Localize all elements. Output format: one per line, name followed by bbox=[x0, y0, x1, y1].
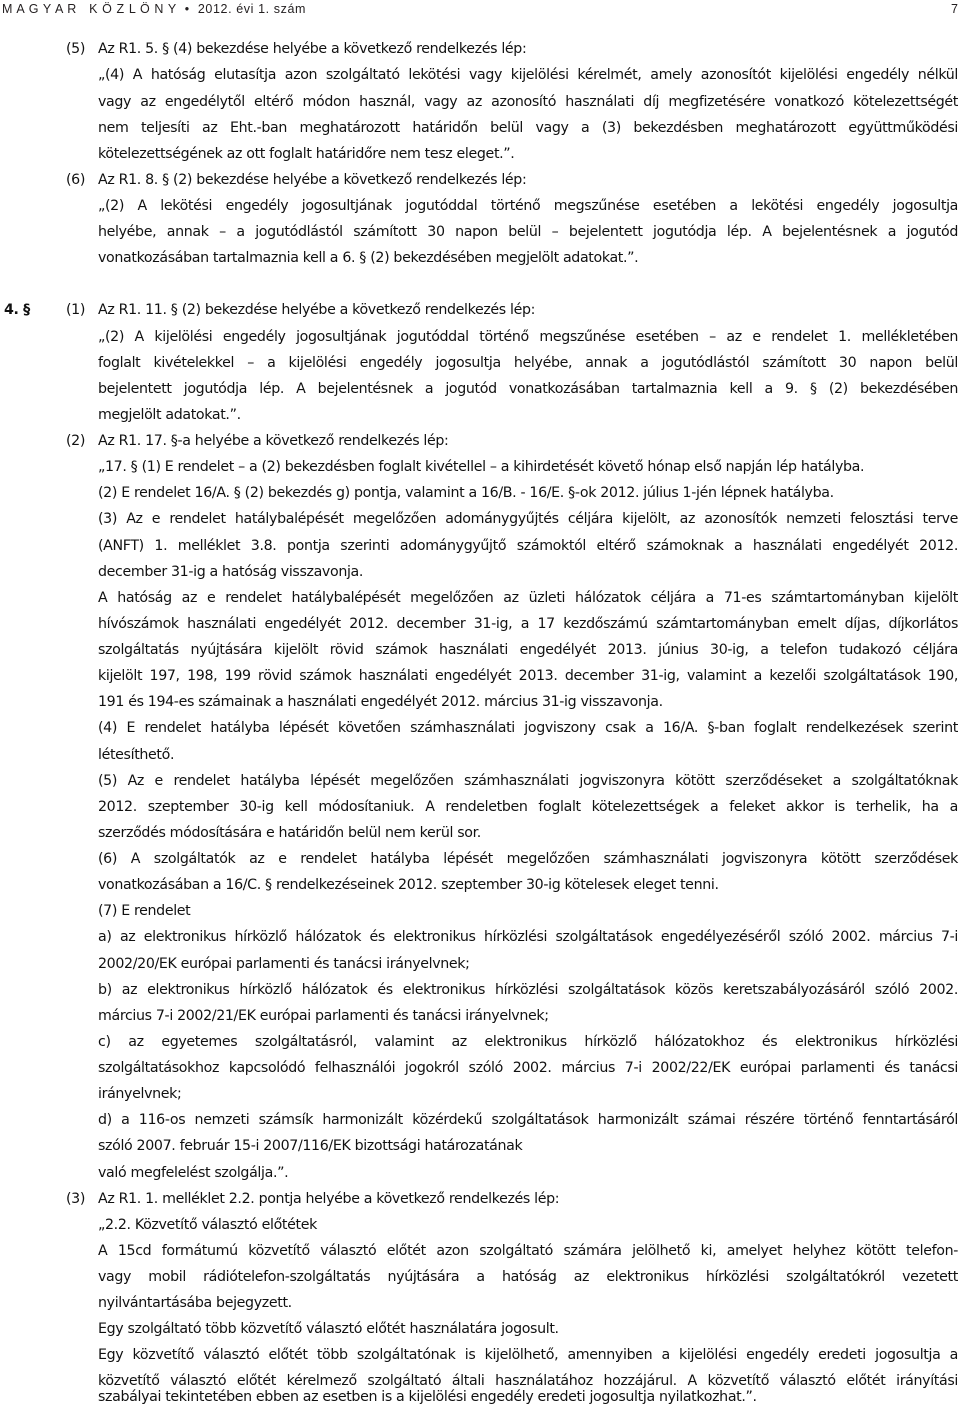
text-line: a) az elektronikus hírközlő hálózatok és elektronikus hírközlési szolgáltatások engedélyezéséről szóló 2002. március 7-i bbox=[98, 929, 958, 945]
text-line: A hatóság az e rendelet hatálybalépését megelőzően az üzleti hálózatok céljára a 71-es számtartományban kijelölt bbox=[98, 590, 958, 606]
text-line: „(2) A kijelölési engedély jogosultjának jogutóddal történő megszűnése esetében – az e rendelet 1. mellékletében bbox=[98, 329, 958, 345]
section-number: 4. § bbox=[4, 302, 30, 318]
paragraph-number: (1) bbox=[66, 302, 86, 318]
text-line: vagy mobil rádiótelefon-szolgáltatás nyújtására a hatóság az elektronikus hírközlési szolgáltatókról vezetett bbox=[98, 1269, 958, 1285]
text-line: d) a 116-os nemzeti számsík harmonizált közérdekű szolgáltatások harmonizált számai részére történő fenntartásáról bbox=[98, 1112, 958, 1128]
text-line: vonatkozásában tartalmaznia kell a 6. § (2) bekezdésében megjelölt adatokat.”. bbox=[98, 250, 639, 266]
text-line: március 7-i 2002/21/EK európai parlamenti és tanácsi irányelvnek; bbox=[98, 1008, 549, 1024]
text-line: nyilvántartásába bejegyzett. bbox=[98, 1295, 292, 1311]
text-line: 2012. szeptember 30-ig kell módosítaniuk. A rendeletben foglalt kötelezettségek a feleket akkor is terhelik, ha a bbox=[98, 799, 958, 815]
text-line: szolgáltatásokhoz kapcsolódó felhasználói jogokról szóló 2002. március 7-i 2002/22/EK európai parlamenti és tanácsi bbox=[98, 1060, 958, 1076]
text-line: megjelölt adatokat.”. bbox=[98, 407, 241, 423]
text-line: hívószámok használati engedélyét 2012. december 31-ig, a 17 kezdőszámú számtartományban emelt díjas, díjkorlátos bbox=[98, 616, 958, 632]
text-line: kijelölt 197, 198, 199 rövid számok használati engedélyét 2013. december 31-ig, valamint a kezelői szolgáltatások 190, bbox=[98, 668, 958, 684]
text-line: december 31-ig a hatóság visszavonja. bbox=[98, 564, 364, 580]
text-line: kötelezettségének az ott foglalt határidőre nem tesz eleget.”. bbox=[98, 146, 515, 162]
paragraph-number: (6) bbox=[66, 172, 86, 188]
text-line: foglalt kivételekkel – a kijelölési engedély jogosultja helyébe, annak a jogutódlástól számított 30 napon belül bbox=[98, 355, 958, 371]
publication-title: M A G Y A R K Ö Z L Ö N Y • 2012. évi 1. szám bbox=[2, 2, 307, 16]
text-line: „(2) A lekötési engedély jogosultjának jogutóddal történő megszűnése esetében a lekötési engedély jogosultja bbox=[98, 198, 958, 214]
text-line: szerződés módosítására e határidőn belül nem kerül sor. bbox=[98, 825, 481, 841]
text-line: nem teljesíti az Eht.-ban meghatározott határidőn belül vagy a (3) bekezdésben meghatározott együttműködési bbox=[98, 120, 958, 136]
text-line: „(4) A hatóság elutasítja azon szolgáltató lekötési vagy kijelölési kérelmét, amely azonosítót kijelölési engedély nélkül bbox=[98, 67, 958, 83]
text-line: szóló 2007. február 15-i 2007/116/EK bizottsági határozatának bbox=[98, 1138, 523, 1154]
text-line: Az R1. 17. §-a helyébe a következő rendelkezés lép: bbox=[98, 433, 449, 449]
text-line: 191 és 194-es számainak a használati engedélyét 2012. március 31-ig visszavonja. bbox=[98, 694, 663, 710]
text-line: helyébe, annak – a jogutódlástól számított 30 napon belül – bejelentett jogutódja lép. A bejelentésnek a jogutód bbox=[98, 224, 958, 240]
text-line: Egy közvetítő választó előtét több szolgáltatónak is kijelölhető, amennyiben a kijelölési engedély eredeti jogosultja a bbox=[98, 1347, 958, 1363]
text-line: (ANFT) 1. melléklet 3.8. pontja szerinti adománygyűjtő számoktól eltérő számoknak a használati engedélyét 2012. bbox=[98, 538, 958, 554]
text-line: A 15cd formátumú közvetítő választó előtét azon szolgáltató számára jelölhető ki, amelyet helyhez kötött telefon- bbox=[98, 1243, 958, 1259]
text-line: vagy az engedélytől eltérő módon használ, vagy az azonosító használati díj megfizetésére vonatkozó kötelezettségét bbox=[98, 94, 958, 110]
text-line: c) az egyetemes szolgáltatásról, valamint az elektronikus hírközlő hálózatokhoz és elektronikus hírközlési bbox=[98, 1034, 958, 1050]
page-number: 7 bbox=[951, 2, 958, 16]
text-line: „2.2. Közvetítő választó előtétek bbox=[98, 1217, 317, 1233]
text-line: való megfelelést szolgálja.”. bbox=[98, 1165, 289, 1181]
text-line: szolgáltatás nyújtására kijelölt rövid számok használati engedélyét 2013. június 30-ig, a telefon tudakozó céljára bbox=[98, 642, 958, 658]
text-line: (6) A szolgáltatók az e rendelet hatályba lépését megelőzően számhasználati jogviszonyra kötött szerződések bbox=[98, 851, 958, 867]
text-line: irányelvnek; bbox=[98, 1086, 182, 1102]
text-line: (7) E rendelet bbox=[98, 903, 191, 919]
text-line: szabályai tekintetében ebben az esetben is a kijelölési engedély eredeti jogosultja nyilatkozhat.”. bbox=[98, 1389, 757, 1405]
text-line: vonatkozásában a 16/C. § rendelkezéseinek 2012. szeptember 30-ig kötelesek eleget tenni. bbox=[98, 877, 719, 893]
text-line: (5) Az e rendelet hatályba lépését megelőzően számhasználati jogviszonyra kötött szerződéseket a szolgáltatóknak bbox=[98, 773, 958, 789]
text-line: (3) Az e rendelet hatálybalépését megelőzően adománygyűjtés céljára kijelölt, az azonosítók nemzeti felosztási terve bbox=[98, 511, 958, 527]
text-line: Az R1. 1. melléklet 2.2. pontja helyébe a következő rendelkezés lép: bbox=[98, 1191, 560, 1207]
text-line: Az R1. 11. § (2) bekezdése helyébe a következő rendelkezés lép: bbox=[98, 302, 536, 318]
text-line: (4) E rendelet hatályba lépését követően számhasználati jogviszony csak a 16/A. §-ban foglalt rendelkezések szerint bbox=[98, 720, 958, 736]
text-line: „17. § (1) E rendelet – a (2) bekezdésben foglalt kivétellel – a kihirdetését követő hónap első napján lép hatályba. bbox=[98, 459, 865, 475]
text-line: 2002/20/EK európai parlamenti és tanácsi irányelvnek; bbox=[98, 956, 470, 972]
text-line: létesíthető. bbox=[98, 747, 175, 763]
paragraph-number: (3) bbox=[66, 1191, 86, 1207]
paragraph-number: (2) bbox=[66, 433, 86, 449]
text-line: b) az elektronikus hírközlő hálózatok és elektronikus hírközlési szolgáltatások közös keretszabályozásáról szóló 2002. bbox=[98, 982, 958, 998]
text-line: (2) E rendelet 16/A. § (2) bekezdés g) pontja, valamint a 16/B. - 16/E. §-ok 2012. július 1-jén lépnek hatályba. bbox=[98, 485, 834, 501]
text-line: Az R1. 8. § (2) bekezdése helyébe a következő rendelkezés lép: bbox=[98, 172, 527, 188]
text-line: Egy szolgáltató több közvetítő választó előtét használatára jogosult. bbox=[98, 1321, 559, 1337]
text-line: bejelentett jogutódja lép. A bejelentésnek a jogutód vonatkozásában tartalmaznia kell a 9. § (2) bekezdésében bbox=[98, 381, 958, 397]
text-line: Az R1. 5. § (4) bekezdése helyébe a következő rendelkezés lép: bbox=[98, 41, 527, 57]
paragraph-number: (5) bbox=[66, 41, 86, 57]
text-line: közvetítő választó előtét kérelmező szolgáltató általi használatához hozzájárul. A közvetítő választó előtét irányítási bbox=[98, 1373, 958, 1389]
